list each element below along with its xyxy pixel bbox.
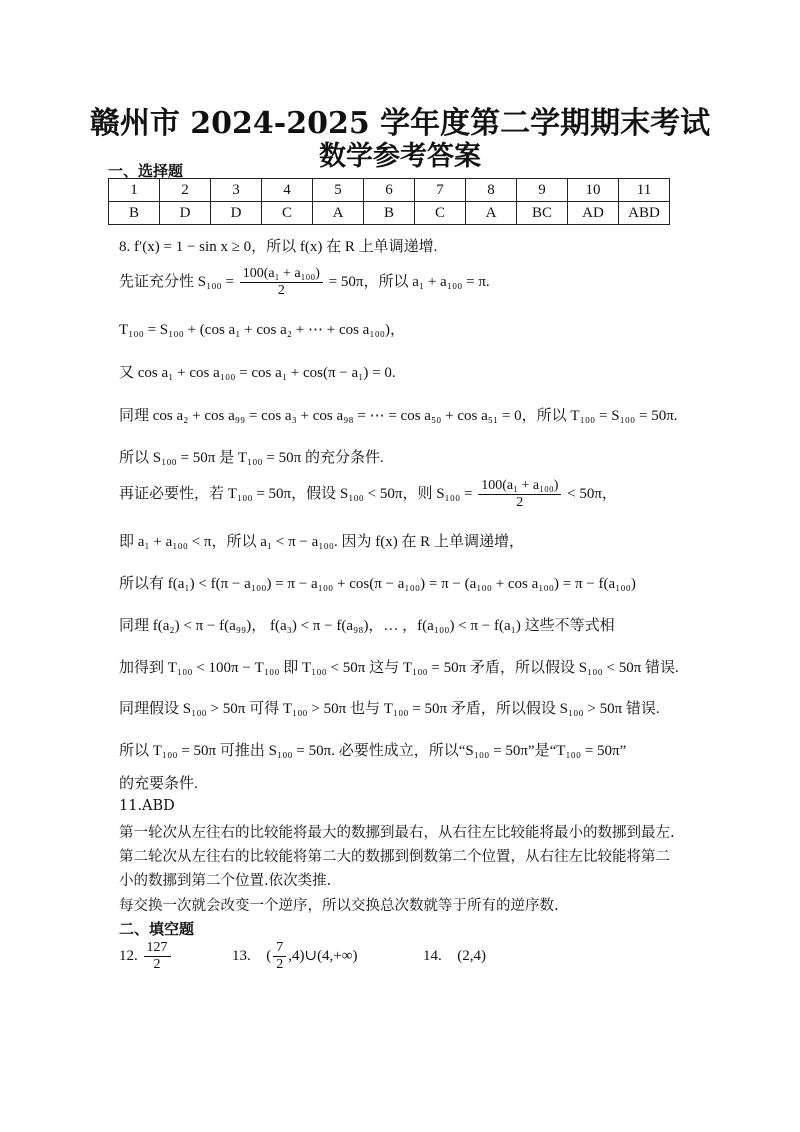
q8-line-8: 即 a₁ + a₁₀₀ < π，所以 a₁ < π − a₁₀₀. 因为 f(x) 在 R 上单调递增， — [119, 534, 524, 550]
q8-line-11: 加得到 T₁₀₀ < 100π − T₁₀₀ 即 T₁₀₀ < 50π 这与 T₁₀₀ = 50π 矛盾，所以假设 S₁₀₀ < 50π 错误. — [119, 660, 679, 676]
answer-cell: B — [109, 202, 160, 225]
q11-paragraph-3: 小的数挪到第二个位置.依次类推. — [119, 873, 332, 889]
fill-answers — [119, 940, 486, 973]
q13-rest: ,4)∪(4,+∞) — [288, 947, 358, 964]
answer-cell: D — [211, 202, 262, 225]
q8-line-14: 的充要条件. — [119, 776, 198, 792]
answer-cell: AD — [568, 202, 619, 225]
q11-paragraph-1: 第一轮次从左往右的比较能将最大的数挪到最右，从右往左比较能将最小的数挪到最左. — [119, 825, 675, 841]
q13-fraction — [273, 940, 286, 973]
q14-label: 14. — [422, 947, 442, 964]
q8-line-7 — [119, 478, 617, 511]
answer-table-answer-row — [109, 202, 670, 225]
answer-cell: C — [262, 202, 313, 225]
q8-line-5: 同理 cos a₂ + cos a₉₉ = cos a₃ + cos a₉₈ = ⋯ = cos a₅₀ + cos a₅₁ = 0，所以 T₁₀₀ = S₁₀₀ = 50π. — [119, 408, 678, 424]
question-number: 1 — [109, 179, 160, 202]
document-subtitle: 数学参考答案 — [319, 141, 481, 172]
fraction-denominator: 2 — [276, 957, 284, 972]
question-number: 6 — [364, 179, 415, 202]
q11-paragraph-2: 第二轮次从左往右的比较能将第二大的数挪到倒数第二个位置，从右往左比较能将第二 — [119, 849, 670, 865]
question-number: 9 — [517, 179, 568, 202]
q12-label: 12. — [119, 947, 138, 964]
question-number: 2 — [160, 179, 211, 202]
q8-line-2 — [119, 266, 490, 299]
fraction-numerator: 127 — [144, 940, 171, 957]
question-number: 7 — [415, 179, 466, 202]
section-choice-heading: 一、选择题 — [108, 162, 184, 180]
answer-cell: D — [160, 202, 211, 225]
q8-line-7-text-end: < 50π， — [567, 485, 617, 502]
q8-line-13: 所以 T₁₀₀ = 50π 可推出 S₁₀₀ = 50π. 必要性成立，所以“S₁₀₀ = 50π”是“T₁₀₀ = 50π” — [119, 743, 627, 759]
section-fill-heading: 二、填空题 — [119, 920, 195, 938]
q8-line-10: 同理 f(a₂) < π − f(a₉₉)， f(a₃) < π − f(a₉₈)，… ，f(a₁₀₀) < π − f(a₁) 这些不等式相 — [119, 618, 615, 634]
fraction — [478, 478, 561, 511]
answer-table — [108, 178, 670, 225]
fraction — [240, 266, 323, 299]
q13-label: 13. — [232, 947, 251, 964]
q8-line-2-text-end: = 50π，所以 a₁ + a₁₀₀ = π. — [328, 273, 490, 290]
fraction-numerator: 7 — [273, 940, 286, 957]
answer-cell: C — [415, 202, 466, 225]
q8-line-6: 所以 S₁₀₀ = 50π 是 T₁₀₀ = 50π 的充分条件. — [119, 450, 384, 466]
answer-cell: ABD — [619, 202, 670, 225]
q8-line-9: 所以有 f(a₁) < f(π − a₁₀₀) = π − a₁₀₀ + cos(π − a₁₀₀) = π − (a₁₀₀ + cos a₁₀₀) = π − f(a₁₀₀) — [119, 576, 636, 592]
fraction-numerator: 100(a₁ + a₁₀₀) — [240, 266, 323, 283]
fraction-denominator: 2 — [153, 957, 161, 972]
q8-line-1: 8. f′(x) = 1 − sin x ≥ 0，所以 f(x) 在 R 上单调递增. — [119, 239, 438, 255]
q14-answer: (2,4) — [457, 947, 486, 964]
q8-line-12: 同理假设 S₁₀₀ > 50π 可得 T₁₀₀ > 50π 也与 T₁₀₀ = 50π 矛盾，所以假设 S₁₀₀ > 50π 错误. — [119, 701, 660, 717]
answer-table-number-row — [109, 179, 670, 202]
q13-open: ( — [266, 947, 272, 964]
answer-cell: A — [466, 202, 517, 225]
answer-cell: BC — [517, 202, 568, 225]
question-number: 3 — [211, 179, 262, 202]
q11-paragraph-4: 每交换一次就会改变一个逆序，所以交换总次数就等于所有的逆序数. — [119, 898, 559, 914]
q8-line-7-text: 再证必要性，若 T₁₀₀ = 50π，假设 S₁₀₀ < 50π，则 S₁₀₀ = — [119, 485, 473, 502]
q11-heading: 11.ABD — [119, 798, 175, 814]
q8-line-4: 又 cos a₁ + cos a₁₀₀ = cos a₁ + cos(π − a₁) = 0. — [119, 365, 396, 381]
q12-fraction — [144, 940, 171, 973]
question-number: 11 — [619, 179, 670, 202]
fraction-numerator: 100(a₁ + a₁₀₀) — [478, 478, 561, 495]
fraction-denominator: 2 — [277, 283, 285, 298]
question-number: 5 — [313, 179, 364, 202]
question-number: 4 — [262, 179, 313, 202]
document-title: 赣州市 2024-2025 学年度第二学期期末考试 — [89, 106, 711, 141]
answer-cell: B — [364, 202, 415, 225]
fraction-denominator: 2 — [516, 495, 524, 510]
question-number: 8 — [466, 179, 517, 202]
answer-cell: A — [313, 202, 364, 225]
q8-line-2-text: 先证充分性 S₁₀₀ = — [119, 273, 234, 290]
q8-line-3: T₁₀₀ = S₁₀₀ + (cos a₁ + cos a₂ + ⋯ + cos a₁₀₀)， — [119, 322, 406, 338]
question-number: 10 — [568, 179, 619, 202]
